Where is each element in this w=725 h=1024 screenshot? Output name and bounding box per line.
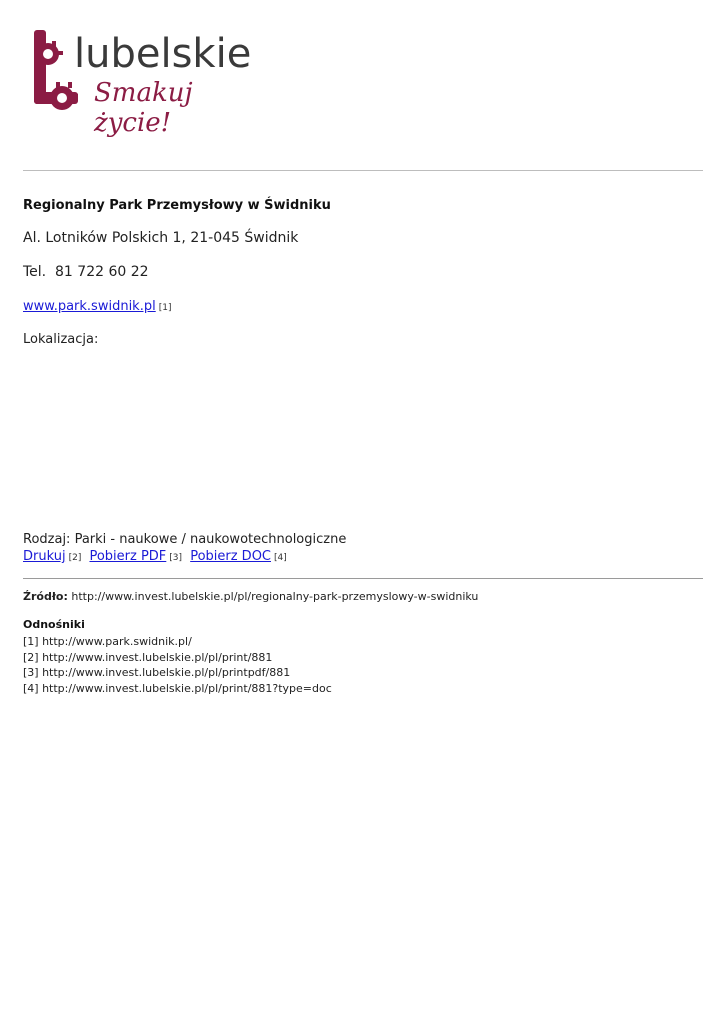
logo-slogan-text: Smakuj życie! — [94, 78, 193, 138]
print-link[interactable]: Drukuj — [23, 549, 66, 564]
address-text: Al. Lotników Polskich 1, 21-045 Świdnik — [23, 230, 299, 246]
header-divider — [23, 170, 703, 171]
download-doc-link[interactable]: Pobierz DOC — [190, 549, 271, 564]
pdf-ref: [3] — [169, 553, 183, 563]
page-title: Regionalny Park Przemysłowy w Świdniku — [23, 198, 331, 213]
doc-ref: [4] — [274, 553, 287, 563]
reference-item: [4] http://www.invest.lubelskie.pl/pl/print/881?type=doc — [23, 681, 332, 695]
website-link[interactable]: www.park.swidnik.pl — [23, 299, 156, 314]
source-label: Źródło: — [23, 590, 68, 603]
source-url: http://www.invest.lubelskie.pl/pl/regionalny-park-przemyslowy-w-swidniku — [71, 590, 479, 603]
download-pdf-link[interactable]: Pobierz PDF — [89, 549, 167, 564]
reference-item: [3] http://www.invest.lubelskie.pl/pl/printpdf/881 — [23, 666, 291, 679]
reference-item: [2] http://www.invest.lubelskie.pl/pl/print/881 — [23, 650, 273, 664]
reference-item: [1] http://www.park.swidnik.pl/ — [23, 635, 192, 648]
action-links — [23, 549, 287, 564]
references-list — [23, 634, 332, 696]
print-ref: [2] — [68, 553, 82, 563]
logo-brand-text: lubelskie — [74, 31, 252, 77]
phone-text: Tel. 81 722 60 22 — [23, 264, 149, 280]
website-line — [23, 299, 171, 314]
footer-divider — [23, 578, 703, 579]
source-line — [23, 590, 478, 603]
website-ref: [1] — [158, 303, 172, 313]
location-label: Lokalizacja: — [23, 332, 99, 347]
lubelskie-logo — [28, 26, 252, 138]
type-line: Rodzaj: Parki - naukowe / naukowotechnologiczne — [23, 532, 347, 547]
references-title: Odnośniki — [23, 618, 85, 631]
